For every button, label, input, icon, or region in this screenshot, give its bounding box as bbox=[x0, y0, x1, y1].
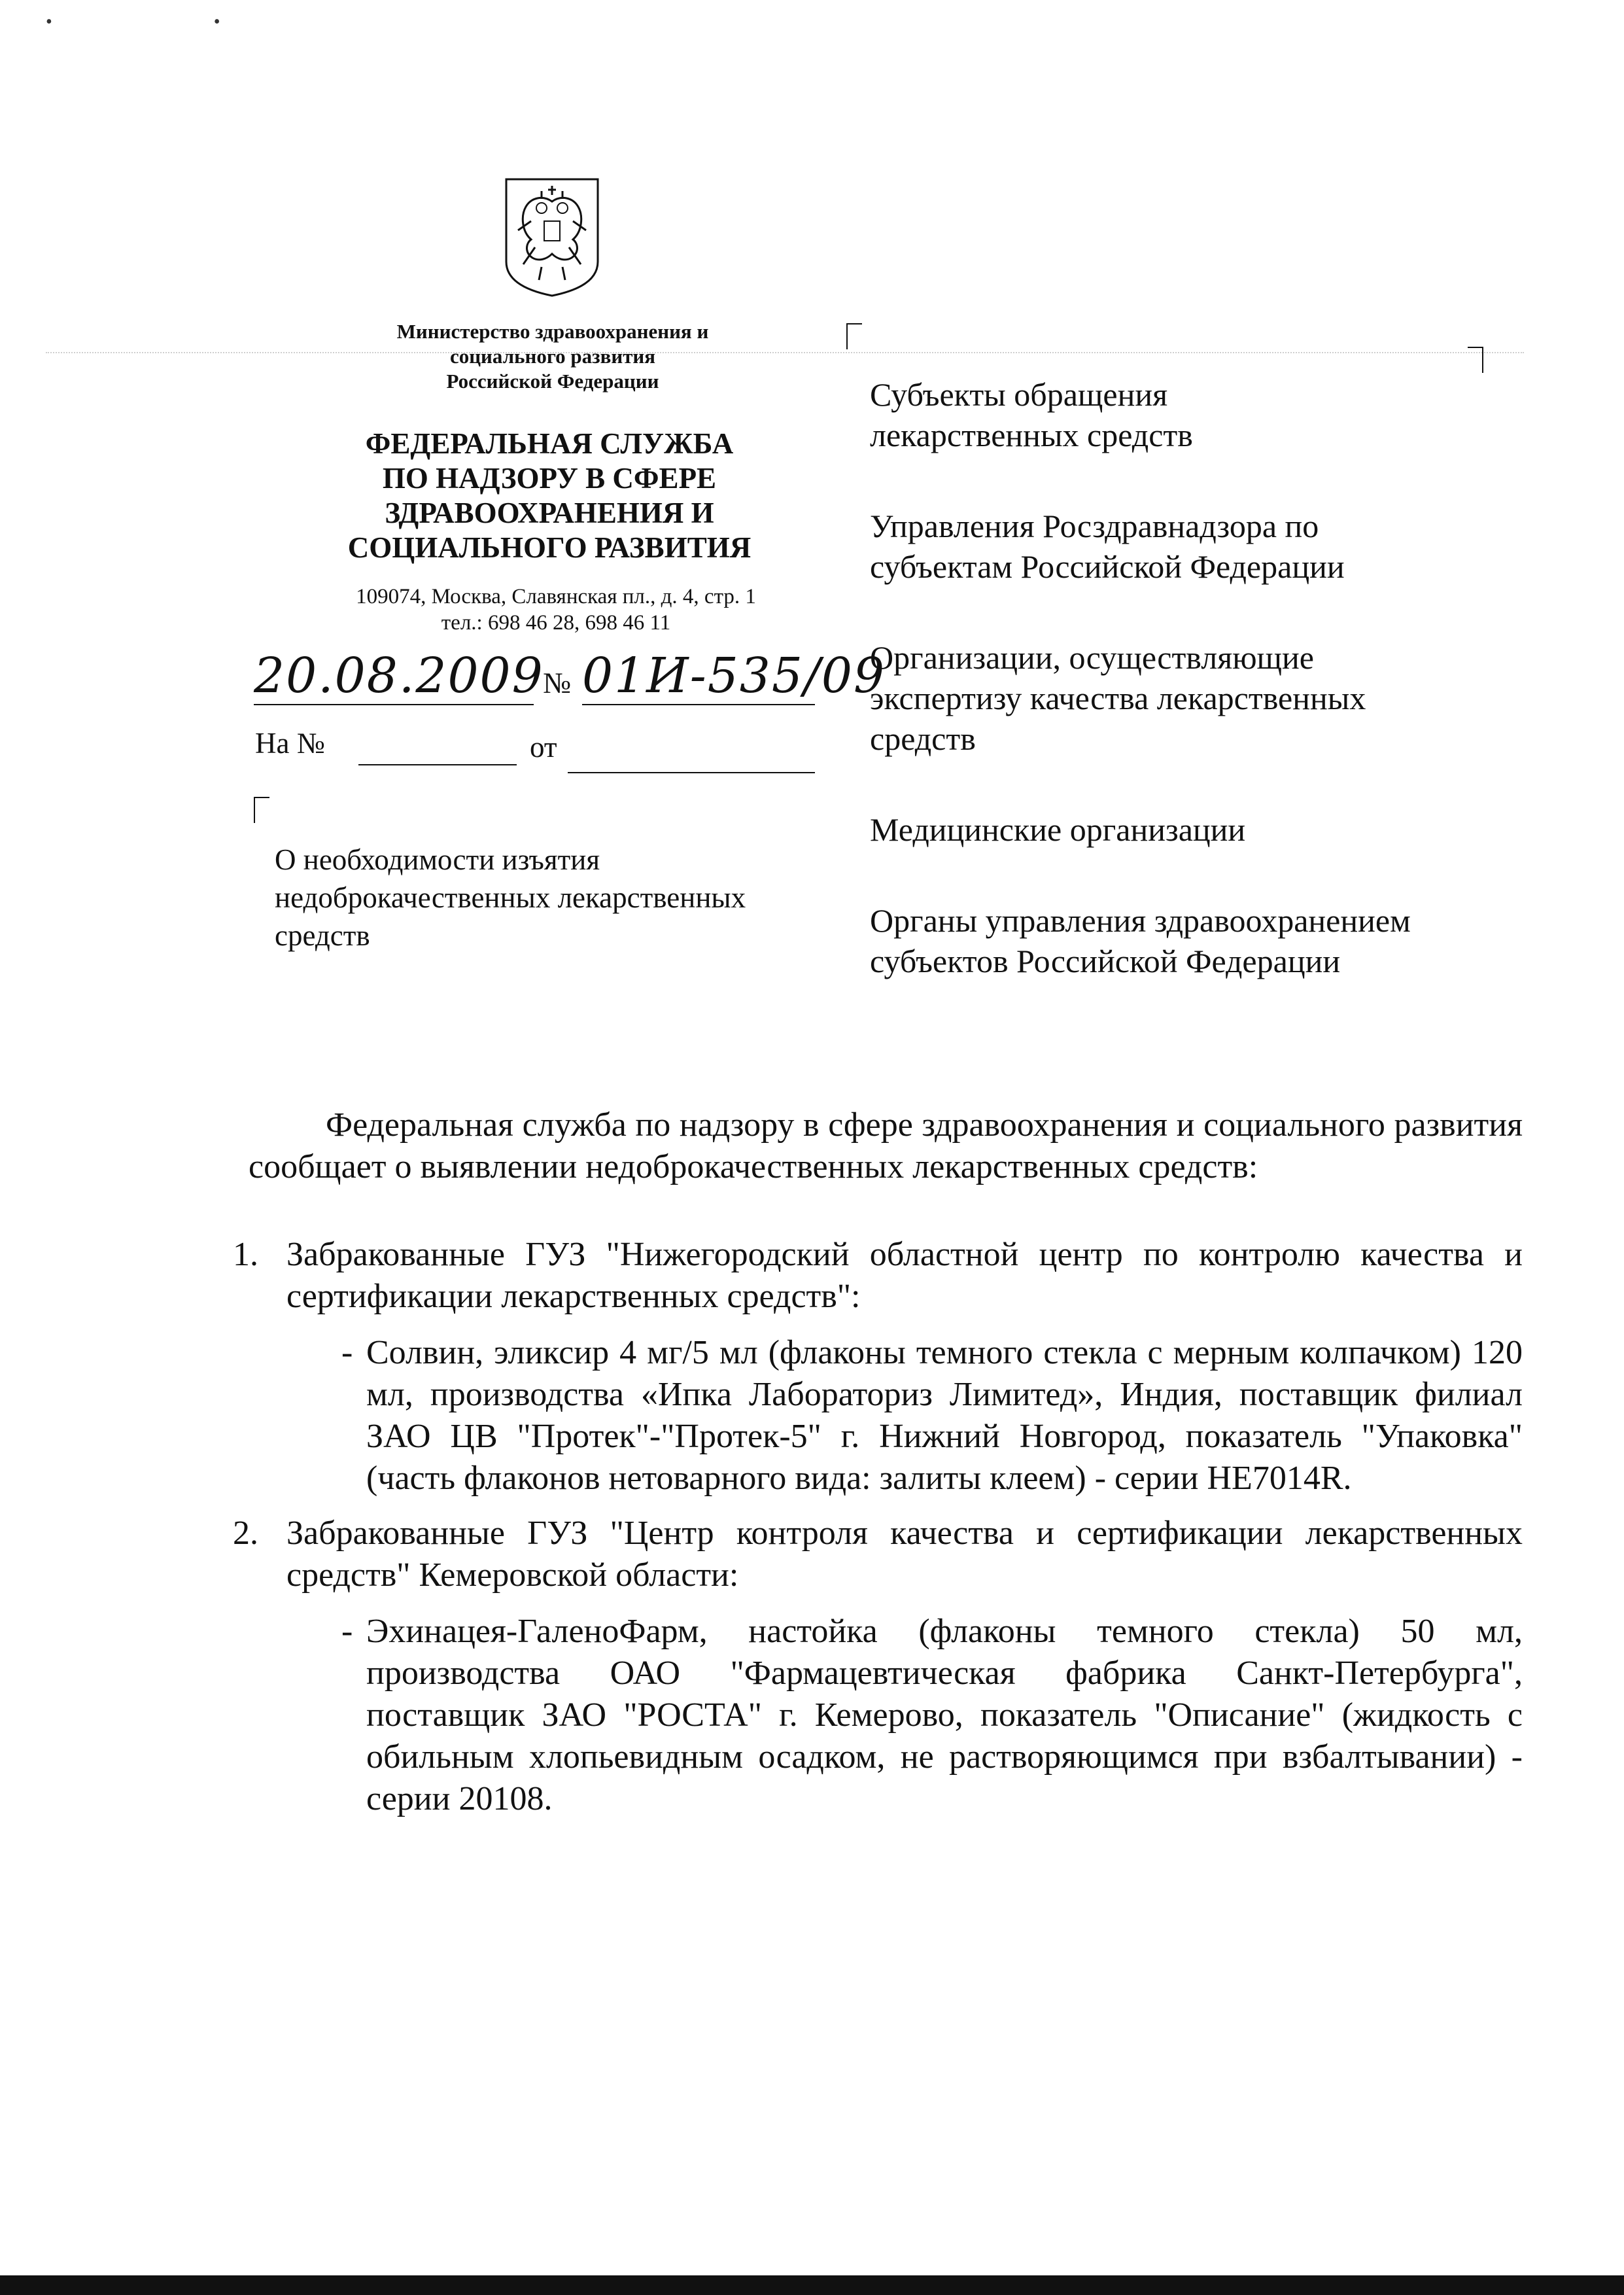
addressee-line: Управления Росздравнадзора по bbox=[870, 508, 1319, 544]
addressee-line: Органы управления здравоохранением bbox=[870, 902, 1411, 939]
item-text: Забракованные ГУЗ "Нижегородский областной центр по контролю качества и сертификации лекарственных средств": bbox=[286, 1236, 1523, 1315]
addressee-line: средств bbox=[870, 720, 976, 757]
ministry-line: Министерство здравоохранения и bbox=[396, 320, 709, 343]
addressee-line: субъектов Российской Федерации bbox=[870, 943, 1341, 979]
item-number: 2. bbox=[233, 1515, 258, 1552]
addressee-corner-mark-right bbox=[1468, 347, 1483, 373]
defect-list-item bbox=[233, 1513, 1523, 1820]
handwritten-number: 01И-535/09 bbox=[582, 648, 886, 704]
service-address-block bbox=[307, 584, 804, 636]
ministry-line: Российской Федерации bbox=[446, 370, 659, 393]
drug-entry bbox=[341, 1611, 1523, 1820]
ministry-name bbox=[366, 319, 739, 394]
service-line: ПО НАДЗОРУ В СФЕРЕ bbox=[382, 462, 717, 495]
number-sign: № bbox=[543, 667, 571, 699]
addressee bbox=[870, 506, 1524, 587]
addressee-list bbox=[870, 374, 1524, 1032]
outgoing-number-field bbox=[582, 646, 886, 705]
reference-number-blank bbox=[358, 764, 517, 765]
subject-corner-mark bbox=[254, 797, 269, 823]
subject-line: средств bbox=[275, 919, 370, 952]
addressee-line: Организации, осуществляющие bbox=[870, 639, 1315, 676]
drug-entry-text: Эхинацея-ГаленоФарм, настойка (флаконы темного стекла) 50 мл, производства ОАО "Фармацевтическая фабрика Санкт-Петербурга", поставщик ЗАО "РОСТА" г. Кемерово, показатель "Описание" (жидкость с обильным хлопьевидным осадком, не растворяющимся при взбалтывании) - серии 20108. bbox=[366, 1613, 1523, 1817]
letter-body bbox=[233, 1104, 1523, 1833]
item-number: 1. bbox=[233, 1236, 258, 1273]
addressee-line: экспертизу качества лекарственных bbox=[870, 680, 1366, 716]
addressee bbox=[870, 374, 1524, 455]
date-field bbox=[254, 646, 544, 705]
reference-date-label: от bbox=[530, 731, 557, 763]
service-line: ФЕДЕРАЛЬНАЯ СЛУЖБА bbox=[365, 427, 734, 460]
drug-list bbox=[286, 1611, 1523, 1820]
scan-artifact-marks: • • bbox=[46, 12, 299, 32]
drug-entry bbox=[341, 1332, 1523, 1499]
coat-of-arms-emblem bbox=[502, 175, 602, 298]
addressee-corner-mark-left bbox=[846, 323, 862, 349]
dash-marker: - bbox=[341, 1334, 353, 1371]
addressee-line: субъектам Российской Федерации bbox=[870, 548, 1345, 585]
addressee bbox=[870, 809, 1524, 850]
drug-entry-text: Солвин, эликсир 4 мг/5 мл (флаконы темного стекла с мерным колпачком) 120 мл, производства «Ипка Лабораториз Лимитед», Индия, поставщик филиал ЗАО ЦВ "Протек"-"Протек-5" г. Нижний Новгород, показатель "Упаковка" (часть флаконов нетоварного вида: залиты клеем) - серии HE7014R. bbox=[366, 1334, 1523, 1497]
scan-fold-line bbox=[46, 352, 1524, 353]
addressee-line: лекарственных средств bbox=[870, 417, 1193, 453]
service-line: ЗДРАВООХРАНЕНИЯ И bbox=[385, 497, 714, 529]
letter-subject bbox=[275, 841, 824, 955]
reference-date-blank bbox=[568, 772, 815, 773]
reference-number-label: На № bbox=[255, 727, 325, 760]
subject-line: недоброкачественных лекарственных bbox=[275, 881, 746, 914]
defect-list-item bbox=[233, 1234, 1523, 1499]
dash-marker: - bbox=[341, 1613, 353, 1650]
service-name bbox=[307, 427, 791, 565]
addressee bbox=[870, 637, 1524, 759]
subject-line: О необходимости изъятия bbox=[275, 843, 600, 876]
addressee bbox=[870, 900, 1524, 981]
addressee-line: Медицинские организации bbox=[870, 811, 1246, 848]
drug-list bbox=[286, 1332, 1523, 1499]
intro-paragraph: Федеральная служба по надзору в сфере здравоохранения и социального развития сообщает о выявлении недоброкачественных лекарственных средств: bbox=[249, 1106, 1523, 1185]
ministry-line: социального развития bbox=[449, 345, 656, 368]
handwritten-date: 20.08.2009 bbox=[254, 648, 544, 704]
postal-address: 109074, Москва, Славянская пл., д. 4, стр. 1 bbox=[356, 585, 756, 608]
scan-bottom-edge bbox=[0, 2275, 1624, 2295]
item-text: Забракованные ГУЗ "Центр контроля качества и сертификации лекарственных средств" Кемеровской области: bbox=[286, 1515, 1523, 1594]
phone-numbers: тел.: 698 46 28, 698 46 11 bbox=[441, 611, 671, 635]
service-line: СОЦИАЛЬНОГО РАЗВИТИЯ bbox=[347, 531, 752, 564]
defect-list bbox=[233, 1234, 1523, 1820]
addressee-line: Субъекты обращения bbox=[870, 376, 1168, 413]
